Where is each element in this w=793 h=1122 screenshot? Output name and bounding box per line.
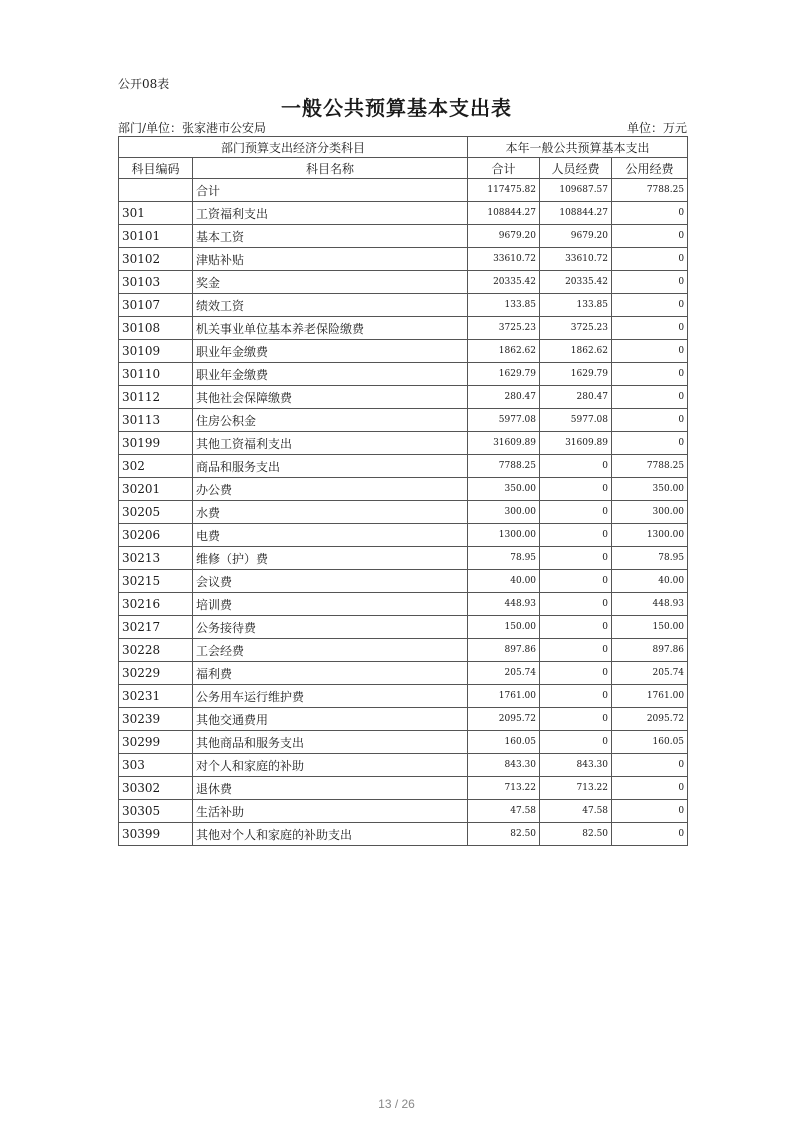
cell-total: 160.05: [468, 731, 540, 754]
cell-code: 30231: [119, 685, 193, 708]
cell-public: 205.74: [612, 662, 688, 685]
cell-code: 30107: [119, 294, 193, 317]
table-row: [119, 179, 688, 202]
cell-code: 302: [119, 455, 193, 478]
cell-code: 303: [119, 754, 193, 777]
cell-public: 0: [612, 754, 688, 777]
cell-name: 培训费: [193, 593, 468, 616]
page-number: 13 / 26: [378, 1097, 415, 1111]
cell-personnel: 280.47: [540, 386, 612, 409]
cell-total: 1629.79: [468, 363, 540, 386]
cell-code: 301: [119, 202, 193, 225]
header-group-classification: 部门预算支出经济分类科目: [119, 137, 468, 158]
cell-total: 1300.00: [468, 524, 540, 547]
cell-code: 30213: [119, 547, 193, 570]
cell-public: 150.00: [612, 616, 688, 639]
table-row: [119, 432, 688, 455]
cell-code: 30109: [119, 340, 193, 363]
budget-table: [118, 136, 688, 846]
cell-total: 897.86: [468, 639, 540, 662]
cell-code: 30215: [119, 570, 193, 593]
cell-public: 7788.25: [612, 455, 688, 478]
cell-total: 1761.00: [468, 685, 540, 708]
cell-total: 108844.27: [468, 202, 540, 225]
cell-code: [119, 179, 193, 202]
cell-code: 30102: [119, 248, 193, 271]
cell-total: 5977.08: [468, 409, 540, 432]
cell-name: 工会经费: [193, 639, 468, 662]
cell-public: 0: [612, 340, 688, 363]
table-row: [119, 409, 688, 432]
cell-total: 843.30: [468, 754, 540, 777]
table-row: [119, 340, 688, 363]
table-row: [119, 777, 688, 800]
cell-name: 津贴补贴: [193, 248, 468, 271]
cell-total: 20335.42: [468, 271, 540, 294]
cell-personnel: 9679.20: [540, 225, 612, 248]
table-row: [119, 570, 688, 593]
cell-public: 1761.00: [612, 685, 688, 708]
cell-code: 30110: [119, 363, 193, 386]
cell-name: 住房公积金: [193, 409, 468, 432]
cell-code: 30399: [119, 823, 193, 846]
cell-personnel: 0: [540, 478, 612, 501]
table-row: [119, 547, 688, 570]
cell-name: 生活补助: [193, 800, 468, 823]
table-row: [119, 823, 688, 846]
table-row: [119, 248, 688, 271]
table-row: [119, 271, 688, 294]
cell-public: 0: [612, 294, 688, 317]
cell-total: 3725.23: [468, 317, 540, 340]
cell-public: 0: [612, 432, 688, 455]
cell-total: 47.58: [468, 800, 540, 823]
cell-public: 448.93: [612, 593, 688, 616]
cell-personnel: 0: [540, 524, 612, 547]
table-row: [119, 662, 688, 685]
cell-personnel: 0: [540, 547, 612, 570]
cell-total: 2095.72: [468, 708, 540, 731]
cell-personnel: 0: [540, 570, 612, 593]
cell-personnel: 47.58: [540, 800, 612, 823]
cell-personnel: 0: [540, 639, 612, 662]
table-row: [119, 524, 688, 547]
cell-public: 7788.25: [612, 179, 688, 202]
cell-public: 0: [612, 777, 688, 800]
cell-total: 713.22: [468, 777, 540, 800]
cell-public: 0: [612, 409, 688, 432]
cell-code: 30201: [119, 478, 193, 501]
table-row: [119, 639, 688, 662]
cell-name: 其他对个人和家庭的补助支出: [193, 823, 468, 846]
cell-personnel: 0: [540, 708, 612, 731]
cell-public: 300.00: [612, 501, 688, 524]
cell-code: 30103: [119, 271, 193, 294]
cell-name: 机关事业单位基本养老保险缴费: [193, 317, 468, 340]
cell-total: 133.85: [468, 294, 540, 317]
cell-name: 公务用车运行维护费: [193, 685, 468, 708]
cell-total: 82.50: [468, 823, 540, 846]
cell-total: 205.74: [468, 662, 540, 685]
cell-total: 300.00: [468, 501, 540, 524]
cell-name: 职业年金缴费: [193, 363, 468, 386]
cell-personnel: 0: [540, 455, 612, 478]
cell-total: 448.93: [468, 593, 540, 616]
cell-public: 2095.72: [612, 708, 688, 731]
cell-total: 1862.62: [468, 340, 540, 363]
cell-public: 160.05: [612, 731, 688, 754]
cell-total: 33610.72: [468, 248, 540, 271]
cell-personnel: 1862.62: [540, 340, 612, 363]
table-row: [119, 317, 688, 340]
cell-personnel: 31609.89: [540, 432, 612, 455]
department-label: 部门/单位：张家港市公安局: [118, 121, 267, 135]
cell-name: 水费: [193, 501, 468, 524]
cell-public: 350.00: [612, 478, 688, 501]
table-row: [119, 616, 688, 639]
cell-total: 280.47: [468, 386, 540, 409]
table-body: [119, 179, 688, 846]
cell-personnel: 0: [540, 662, 612, 685]
cell-total: 350.00: [468, 478, 540, 501]
cell-total: 150.00: [468, 616, 540, 639]
cell-public: 0: [612, 386, 688, 409]
cell-personnel: 3725.23: [540, 317, 612, 340]
cell-personnel: 1629.79: [540, 363, 612, 386]
table-row: [119, 685, 688, 708]
cell-public: 0: [612, 317, 688, 340]
cell-total: 9679.20: [468, 225, 540, 248]
table-row: [119, 593, 688, 616]
cell-public: 0: [612, 202, 688, 225]
cell-personnel: 5977.08: [540, 409, 612, 432]
cell-name: 维修（护）费: [193, 547, 468, 570]
cell-public: 0: [612, 248, 688, 271]
cell-public: 0: [612, 271, 688, 294]
table-row: [119, 754, 688, 777]
cell-code: 30113: [119, 409, 193, 432]
cell-code: 30216: [119, 593, 193, 616]
cell-personnel: 0: [540, 731, 612, 754]
table-row: [119, 455, 688, 478]
cell-code: 30302: [119, 777, 193, 800]
table-row: [119, 225, 688, 248]
cell-personnel: 0: [540, 593, 612, 616]
cell-total: 7788.25: [468, 455, 540, 478]
cell-name: 基本工资: [193, 225, 468, 248]
header-total: 合计: [468, 158, 540, 179]
document-code: 公开08表: [118, 77, 170, 91]
table-row: [119, 800, 688, 823]
cell-public: 0: [612, 823, 688, 846]
cell-name: 奖金: [193, 271, 468, 294]
table-row: [119, 294, 688, 317]
table-row: [119, 501, 688, 524]
cell-name: 其他工资福利支出: [193, 432, 468, 455]
cell-personnel: 133.85: [540, 294, 612, 317]
cell-name: 办公费: [193, 478, 468, 501]
cell-name: 绩效工资: [193, 294, 468, 317]
cell-personnel: 713.22: [540, 777, 612, 800]
cell-code: 30228: [119, 639, 193, 662]
table-row: [119, 386, 688, 409]
cell-public: 1300.00: [612, 524, 688, 547]
header-code: 科目编码: [119, 158, 193, 179]
cell-total: 78.95: [468, 547, 540, 570]
table-header: [119, 137, 688, 179]
cell-name: 退休费: [193, 777, 468, 800]
cell-total: 31609.89: [468, 432, 540, 455]
cell-code: 30299: [119, 731, 193, 754]
cell-public: 0: [612, 800, 688, 823]
cell-name: 其他交通费用: [193, 708, 468, 731]
cell-name: 其他商品和服务支出: [193, 731, 468, 754]
cell-code: 30205: [119, 501, 193, 524]
table-row: [119, 363, 688, 386]
cell-name: 福利费: [193, 662, 468, 685]
cell-personnel: 33610.72: [540, 248, 612, 271]
cell-personnel: 82.50: [540, 823, 612, 846]
header-personnel: 人员经费: [540, 158, 612, 179]
table-row: [119, 731, 688, 754]
table-row: [119, 708, 688, 731]
cell-name: 其他社会保障缴费: [193, 386, 468, 409]
header-public: 公用经费: [612, 158, 688, 179]
header-name: 科目名称: [193, 158, 468, 179]
cell-personnel: 0: [540, 685, 612, 708]
cell-code: 30108: [119, 317, 193, 340]
cell-public: 0: [612, 363, 688, 386]
unit-label: 单位：万元: [626, 121, 687, 135]
cell-personnel: 109687.57: [540, 179, 612, 202]
cell-name: 工资福利支出: [193, 202, 468, 225]
cell-code: 30206: [119, 524, 193, 547]
cell-code: 30101: [119, 225, 193, 248]
cell-code: 30229: [119, 662, 193, 685]
cell-public: 897.86: [612, 639, 688, 662]
cell-public: 40.00: [612, 570, 688, 593]
cell-total: 40.00: [468, 570, 540, 593]
cell-personnel: 0: [540, 616, 612, 639]
cell-personnel: 0: [540, 501, 612, 524]
table-row: [119, 478, 688, 501]
cell-name: 公务接待费: [193, 616, 468, 639]
cell-name: 职业年金缴费: [193, 340, 468, 363]
cell-personnel: 108844.27: [540, 202, 612, 225]
cell-code: 30305: [119, 800, 193, 823]
cell-name: 电费: [193, 524, 468, 547]
cell-code: 30239: [119, 708, 193, 731]
cell-total: 117475.82: [468, 179, 540, 202]
cell-name: 会议费: [193, 570, 468, 593]
cell-name: 合计: [193, 179, 468, 202]
cell-personnel: 843.30: [540, 754, 612, 777]
page-title: 一般公共预算基本支出表: [281, 96, 512, 120]
cell-personnel: 20335.42: [540, 271, 612, 294]
header-group-expenditure: 本年一般公共预算基本支出: [468, 137, 688, 158]
table-row: [119, 202, 688, 225]
cell-code: 30217: [119, 616, 193, 639]
cell-code: 30199: [119, 432, 193, 455]
cell-name: 商品和服务支出: [193, 455, 468, 478]
cell-public: 78.95: [612, 547, 688, 570]
cell-public: 0: [612, 225, 688, 248]
cell-code: 30112: [119, 386, 193, 409]
cell-name: 对个人和家庭的补助: [193, 754, 468, 777]
